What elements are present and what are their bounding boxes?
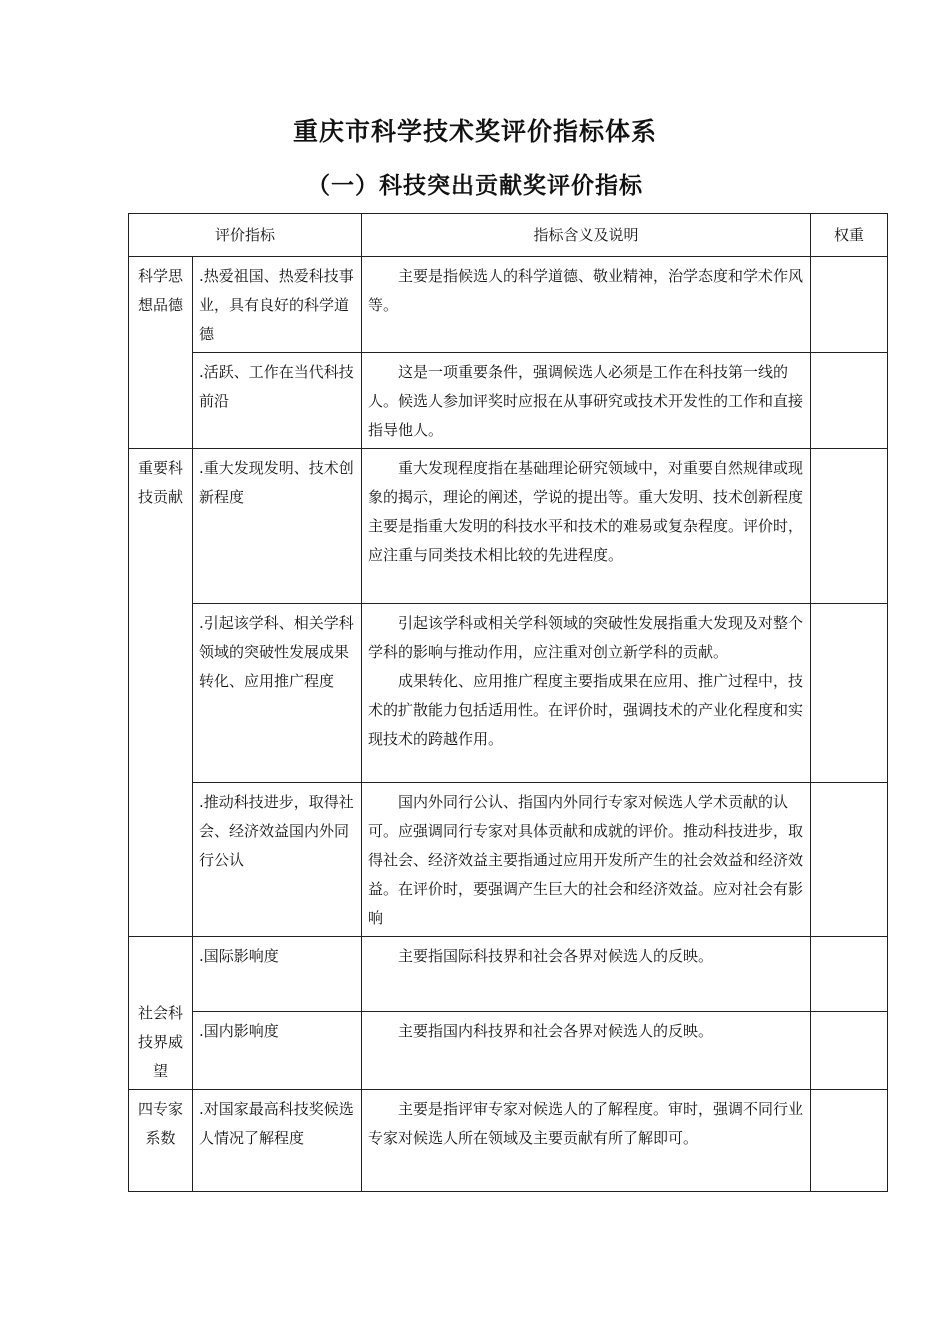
weight-cell (811, 604, 888, 783)
description-paragraph: 这是一项重要条件，强调候选人必须是工作在科技第一线的人。候选人参加评奖时应报在从事研究或技术开发性的工作和直接指导他人。 (368, 363, 804, 439)
category-cell: 重要科技贡献 (129, 449, 193, 937)
description-cell (362, 604, 811, 783)
description-paragraph: 引起该学科或相关学科领域的突破性发展指重大发现及对整个学科的影响与推动作用，应注重对创立新学科的贡献。 (368, 614, 804, 661)
description-paragraph: 重大发现程度指在基础理论研究领域中，对重要自然规律或现象的揭示，理论的阐述，学说的提出等。重大发明、技术创新程度主要是指重大发明的科技水平和技术的难易或复杂程度。评价时，应注重与同类技术相比较的先进程度。 (368, 459, 804, 564)
indicator-cell: .重大发现发明、技术创新程度 (193, 449, 362, 604)
category-cell: 科学思想品德 (129, 257, 193, 449)
weight-cell (811, 1090, 888, 1192)
header-weight: 权重 (811, 214, 888, 257)
description-cell (362, 449, 811, 604)
indicator-cell: .推动科技进步，取得社会、经济效益国内外同行公认 (193, 783, 362, 937)
description-cell (362, 257, 811, 353)
category-cell: 四专家系数 (129, 1090, 193, 1192)
description-paragraph: 主要指国际科技界和社会各界对候选人的反映。 (398, 947, 714, 965)
table-row (129, 353, 888, 449)
table-row (129, 1012, 888, 1090)
document-subtitle: （一）科技突出贡献奖评价指标 (307, 173, 643, 199)
header-indicator: 评价指标 (129, 214, 362, 257)
weight-cell (811, 937, 888, 1012)
table-row (129, 937, 888, 1012)
indicator-cell: .国内影响度 (193, 1012, 362, 1090)
table-row (129, 604, 888, 783)
description-paragraph: 主要是指候选人的科学道德、敬业精神，治学态度和学术作风等。 (368, 267, 804, 314)
weight-cell (811, 449, 888, 604)
description-paragraph: 主要指国内科技界和社会各界对候选人的反映。 (398, 1022, 714, 1040)
description-paragraph: 成果转化、应用推广程度主要指成果在应用、推广过程中，技术的扩散能力包括适用性。在评价时，强调技术的产业化程度和实现技术的跨越作用。 (368, 672, 804, 748)
description-paragraph: 国内外同行公认、指国内外同行专家对候选人学术贡献的认可。应强调同行专家对具体贡献和成就的评价。推动科技进步，取得社会、经济效益主要指通过应用开发所产生的社会效益和经济效益。在评价时，要强调产生巨大的社会和经济效益。应对社会有影响 (368, 793, 804, 927)
description-cell (362, 937, 811, 1012)
indicator-cell: .对国家最高科技奖候选人情况了解程度 (193, 1090, 362, 1192)
header-description: 指标含义及说明 (362, 214, 811, 257)
table-row (129, 257, 888, 353)
indicator-cell: .引起该学科、相关学科领域的突破性发展成果转化、应用推广程度 (193, 604, 362, 783)
indicator-cell: .国际影响度 (193, 937, 362, 1012)
indicator-cell: .活跃、工作在当代科技前沿 (193, 353, 362, 449)
description-cell (362, 1090, 811, 1192)
weight-cell (811, 353, 888, 449)
description-paragraph: 主要是指评审专家对候选人的了解程度。审时，强调不同行业专家对候选人所在领域及主要贡献有所了解即可。 (368, 1100, 804, 1147)
table-row (129, 783, 888, 937)
table-row (129, 1090, 888, 1192)
document-title: 重庆市科学技术奖评价指标体系 (292, 117, 657, 146)
indicator-cell: .热爱祖国、热爱科技事业，具有良好的科学道德 (193, 257, 362, 353)
weight-cell (811, 1012, 888, 1090)
weight-cell (811, 783, 888, 937)
description-cell (362, 1012, 811, 1090)
description-cell (362, 783, 811, 937)
category-cell: 社会科技界威望 (129, 937, 193, 1090)
table-header-row (129, 214, 888, 257)
evaluation-table (128, 213, 888, 1192)
weight-cell (811, 257, 888, 353)
description-cell (362, 353, 811, 449)
table-row (129, 449, 888, 604)
